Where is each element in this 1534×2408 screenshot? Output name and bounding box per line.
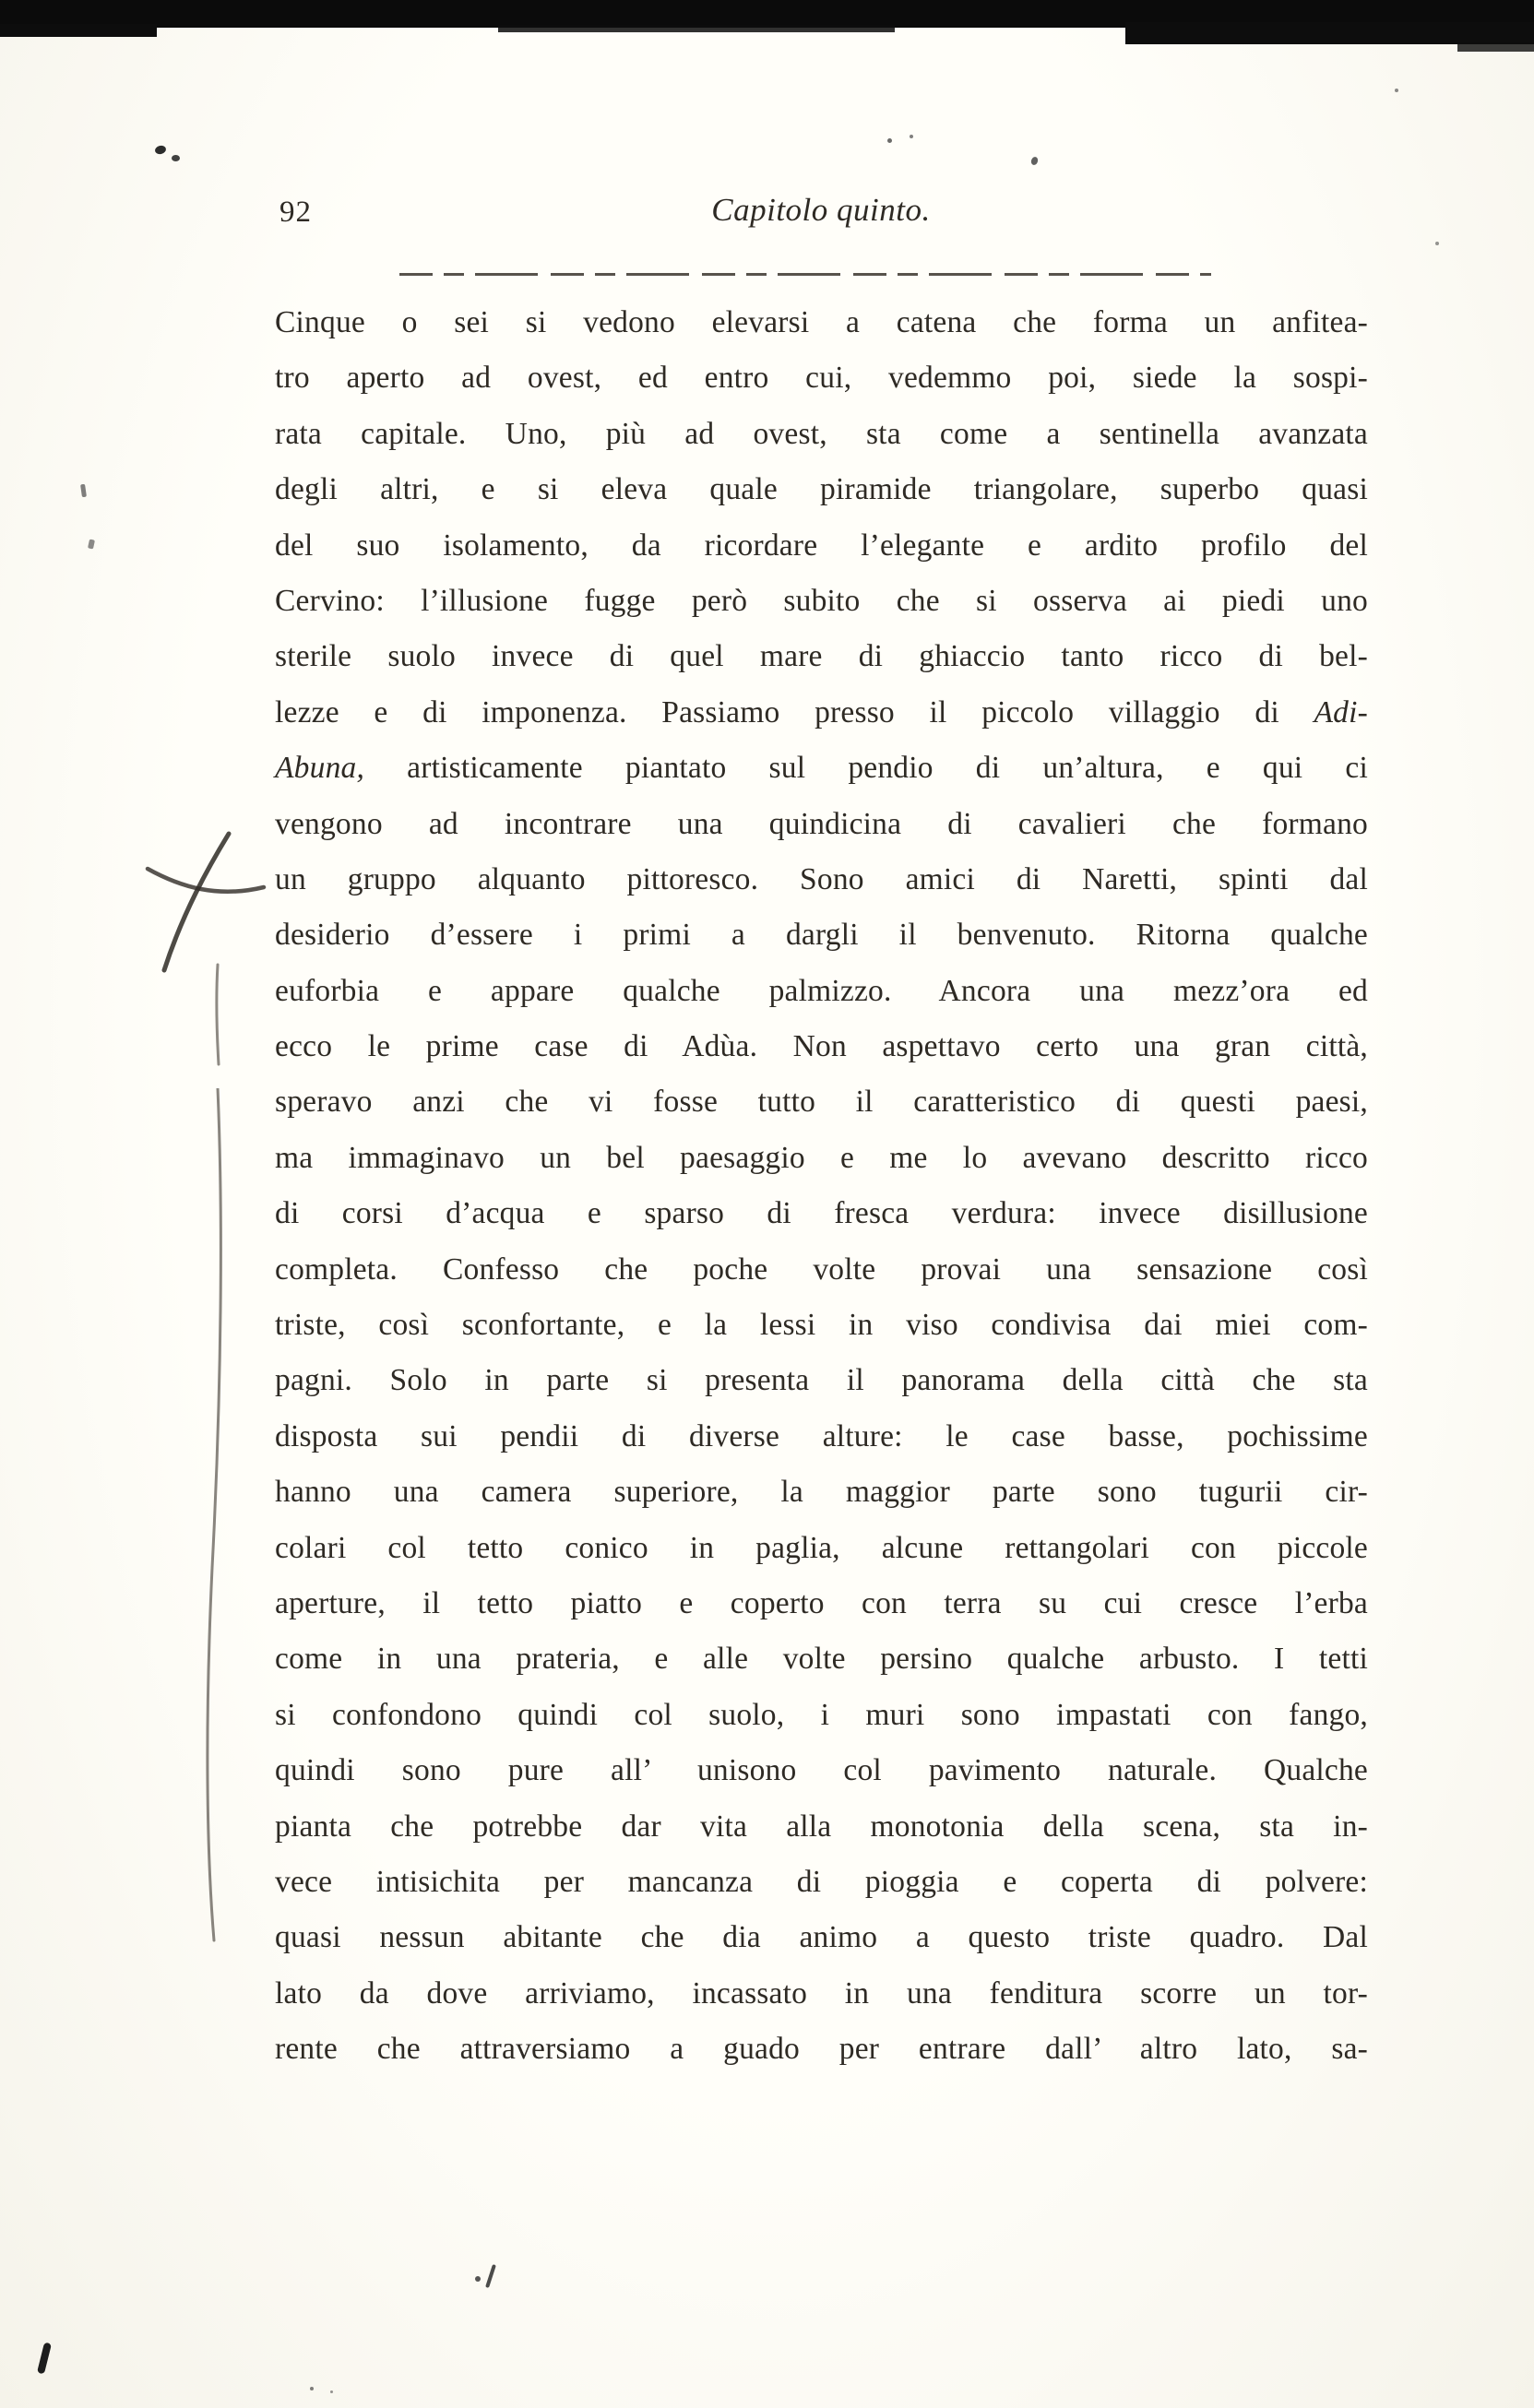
text-line	[275, 1910, 1368, 1965]
text-line	[275, 1576, 1368, 1631]
text-segment: lato da dove arriviamo, incassato in una fenditura scorre un tor-	[275, 1975, 1368, 2011]
ink-speck	[88, 539, 95, 549]
text-line	[275, 1631, 1368, 1687]
ink-speck	[80, 484, 87, 498]
scan-artifact-fragment	[498, 25, 895, 32]
ink-speck	[887, 138, 892, 143]
header-rule	[399, 273, 1211, 276]
text-line	[275, 1855, 1368, 1910]
text-segment: come in una prateria, e alle volte persino qualche arbusto. I tetti	[275, 1642, 1368, 1677]
text-segment: euforbia e appare qualche palmizzo. Ancora una mezz’ora ed	[275, 973, 1368, 1008]
text-line	[275, 295, 1368, 350]
text-segment: del suo isolamento, da ricordare l’elegante e ardito profilo del	[275, 528, 1368, 563]
text-line	[275, 1242, 1368, 1298]
text-segment: si confondono quindi col suolo, i muri sono impastati con fango,	[275, 1697, 1368, 1732]
text-segment: disposta sui pendii di diverse alture: le case basse, pochissime	[275, 1418, 1368, 1453]
text-line	[275, 1966, 1368, 2022]
text-segment: tro aperto ad ovest, ed entro cui, vedemmo poi, siede la sospi-	[275, 361, 1368, 396]
text-segment: quasi nessun abitante che dia animo a questo triste quadro. Dal	[275, 1920, 1368, 1955]
text-line	[275, 685, 1368, 741]
text-segment: desiderio d’essere i primi a dargli il benvenuto. Ritorna qualche	[275, 918, 1368, 953]
scan-artifact-fragment	[1457, 42, 1534, 52]
chapter-title: Capitolo quinto.	[711, 192, 931, 228]
scan-artifact-fragment	[0, 24, 157, 37]
text-line	[275, 518, 1368, 574]
text-line	[275, 1688, 1368, 1743]
text-segment: vece intisichita per mancanza di pioggia e coperta di polvere:	[275, 1864, 1368, 1899]
ink-speck	[310, 2387, 314, 2390]
text-segment: degli altri, e si eleva quale piramide triangolare, superbo quasi	[275, 472, 1368, 507]
ink-speck	[330, 2390, 333, 2393]
ink-speck	[1435, 242, 1439, 245]
text-line	[275, 1019, 1368, 1074]
italic-text: Adi-	[1314, 694, 1368, 730]
text-segment: pagni. Solo in parte si presenta il panorama della città che sta	[275, 1363, 1368, 1398]
text-line	[275, 1743, 1368, 1798]
text-segment: lezze e di imponenza. Passiamo presso il piccolo villaggio di	[275, 694, 1314, 730]
text-segment: un gruppo alquanto pittoresco. Sono amici di Naretti, spinti dal	[275, 861, 1368, 896]
ink-speck	[154, 145, 167, 156]
ink-speck	[1395, 89, 1398, 92]
ink-speck	[37, 2343, 52, 2375]
text-segment: rata capitale. Uno, più ad ovest, sta come a sentinella avanzata	[275, 416, 1368, 451]
page-number: 92	[279, 196, 312, 229]
text-line	[275, 629, 1368, 684]
text-line	[275, 1465, 1368, 1520]
text-segment: completa. Confesso che poche volte provai una sensazione così	[275, 1251, 1368, 1287]
text-segment: colari col tetto conico in paglia, alcune rettangolari con piccole	[275, 1530, 1368, 1565]
italic-text: Abuna,	[275, 751, 365, 786]
text-line	[275, 574, 1368, 629]
text-segment: ma immaginavo un bel paesaggio e me lo avevano descritto ricco	[275, 1140, 1368, 1175]
text-segment: sterile suolo invece di quel mare di ghiaccio tanto ricco di bel-	[275, 639, 1368, 674]
pencil-tick-icon	[197, 959, 234, 1070]
text-segment: speravo anzi che vi fosse tutto il caratteristico di questi paesi,	[275, 1085, 1368, 1120]
text-line	[275, 407, 1368, 462]
text-line	[275, 1353, 1368, 1408]
text-segment: Cinque o sei si vedono elevarsi a catena che forma un anfitea-	[275, 305, 1368, 339]
ink-speck	[172, 155, 180, 161]
text-segment: ecco le prime case di Adùa. Non aspettavo certo una gran città,	[275, 1029, 1368, 1064]
text-line	[275, 1799, 1368, 1855]
text-line	[275, 1521, 1368, 1576]
pencil-vertical-line-icon	[190, 1088, 234, 1946]
ink-speck	[1030, 156, 1040, 166]
text-line	[275, 1409, 1368, 1465]
scan-artifact-fragment	[1125, 22, 1534, 44]
text-line	[275, 797, 1368, 852]
text-segment: di corsi d’acqua e sparso di fresca verdura: invece disillusione	[275, 1196, 1368, 1231]
text-segment: Cervino: l’illusione fugge però subito che si osserva ai piedi uno	[275, 583, 1368, 618]
text-segment: quindi sono pure all’ unisono col pavimento naturale. Qualche	[275, 1753, 1368, 1788]
text-line	[275, 907, 1368, 963]
text-line	[275, 462, 1368, 517]
text-line	[275, 741, 1368, 796]
text-line	[275, 852, 1368, 907]
pencil-x-mark-icon	[137, 830, 275, 978]
text-line	[275, 1074, 1368, 1130]
text-segment: vengono ad incontrare una quindicina di cavalieri che formano	[275, 806, 1368, 841]
text-segment: pianta che potrebbe dar vita alla monotonia della scena, sta in-	[275, 1809, 1368, 1844]
ink-speck	[475, 2276, 481, 2282]
text-segment: hanno una camera superiore, la maggior parte sono tugurii cir-	[275, 1475, 1368, 1510]
text-line	[275, 2022, 1368, 2077]
text-segment: rente che attraversiamo a guado per entrare dall’ altro lato, sa-	[275, 2032, 1368, 2067]
text-segment: aperture, il tetto piatto e coperto con terra su cui cresce l’erba	[275, 1585, 1368, 1620]
text-segment: artisticamente piantato sul pendio di un’altura, e qui ci	[364, 751, 1368, 786]
body-text	[275, 295, 1368, 2078]
ink-speck	[910, 135, 913, 138]
text-line	[275, 964, 1368, 1019]
text-line	[275, 1186, 1368, 1241]
text-line	[275, 1131, 1368, 1186]
text-segment: triste, così sconfortante, e la lessi in viso condivisa dai miei com-	[275, 1308, 1368, 1343]
text-line	[275, 350, 1368, 406]
ink-speck	[485, 2264, 496, 2288]
text-line	[275, 1298, 1368, 1353]
